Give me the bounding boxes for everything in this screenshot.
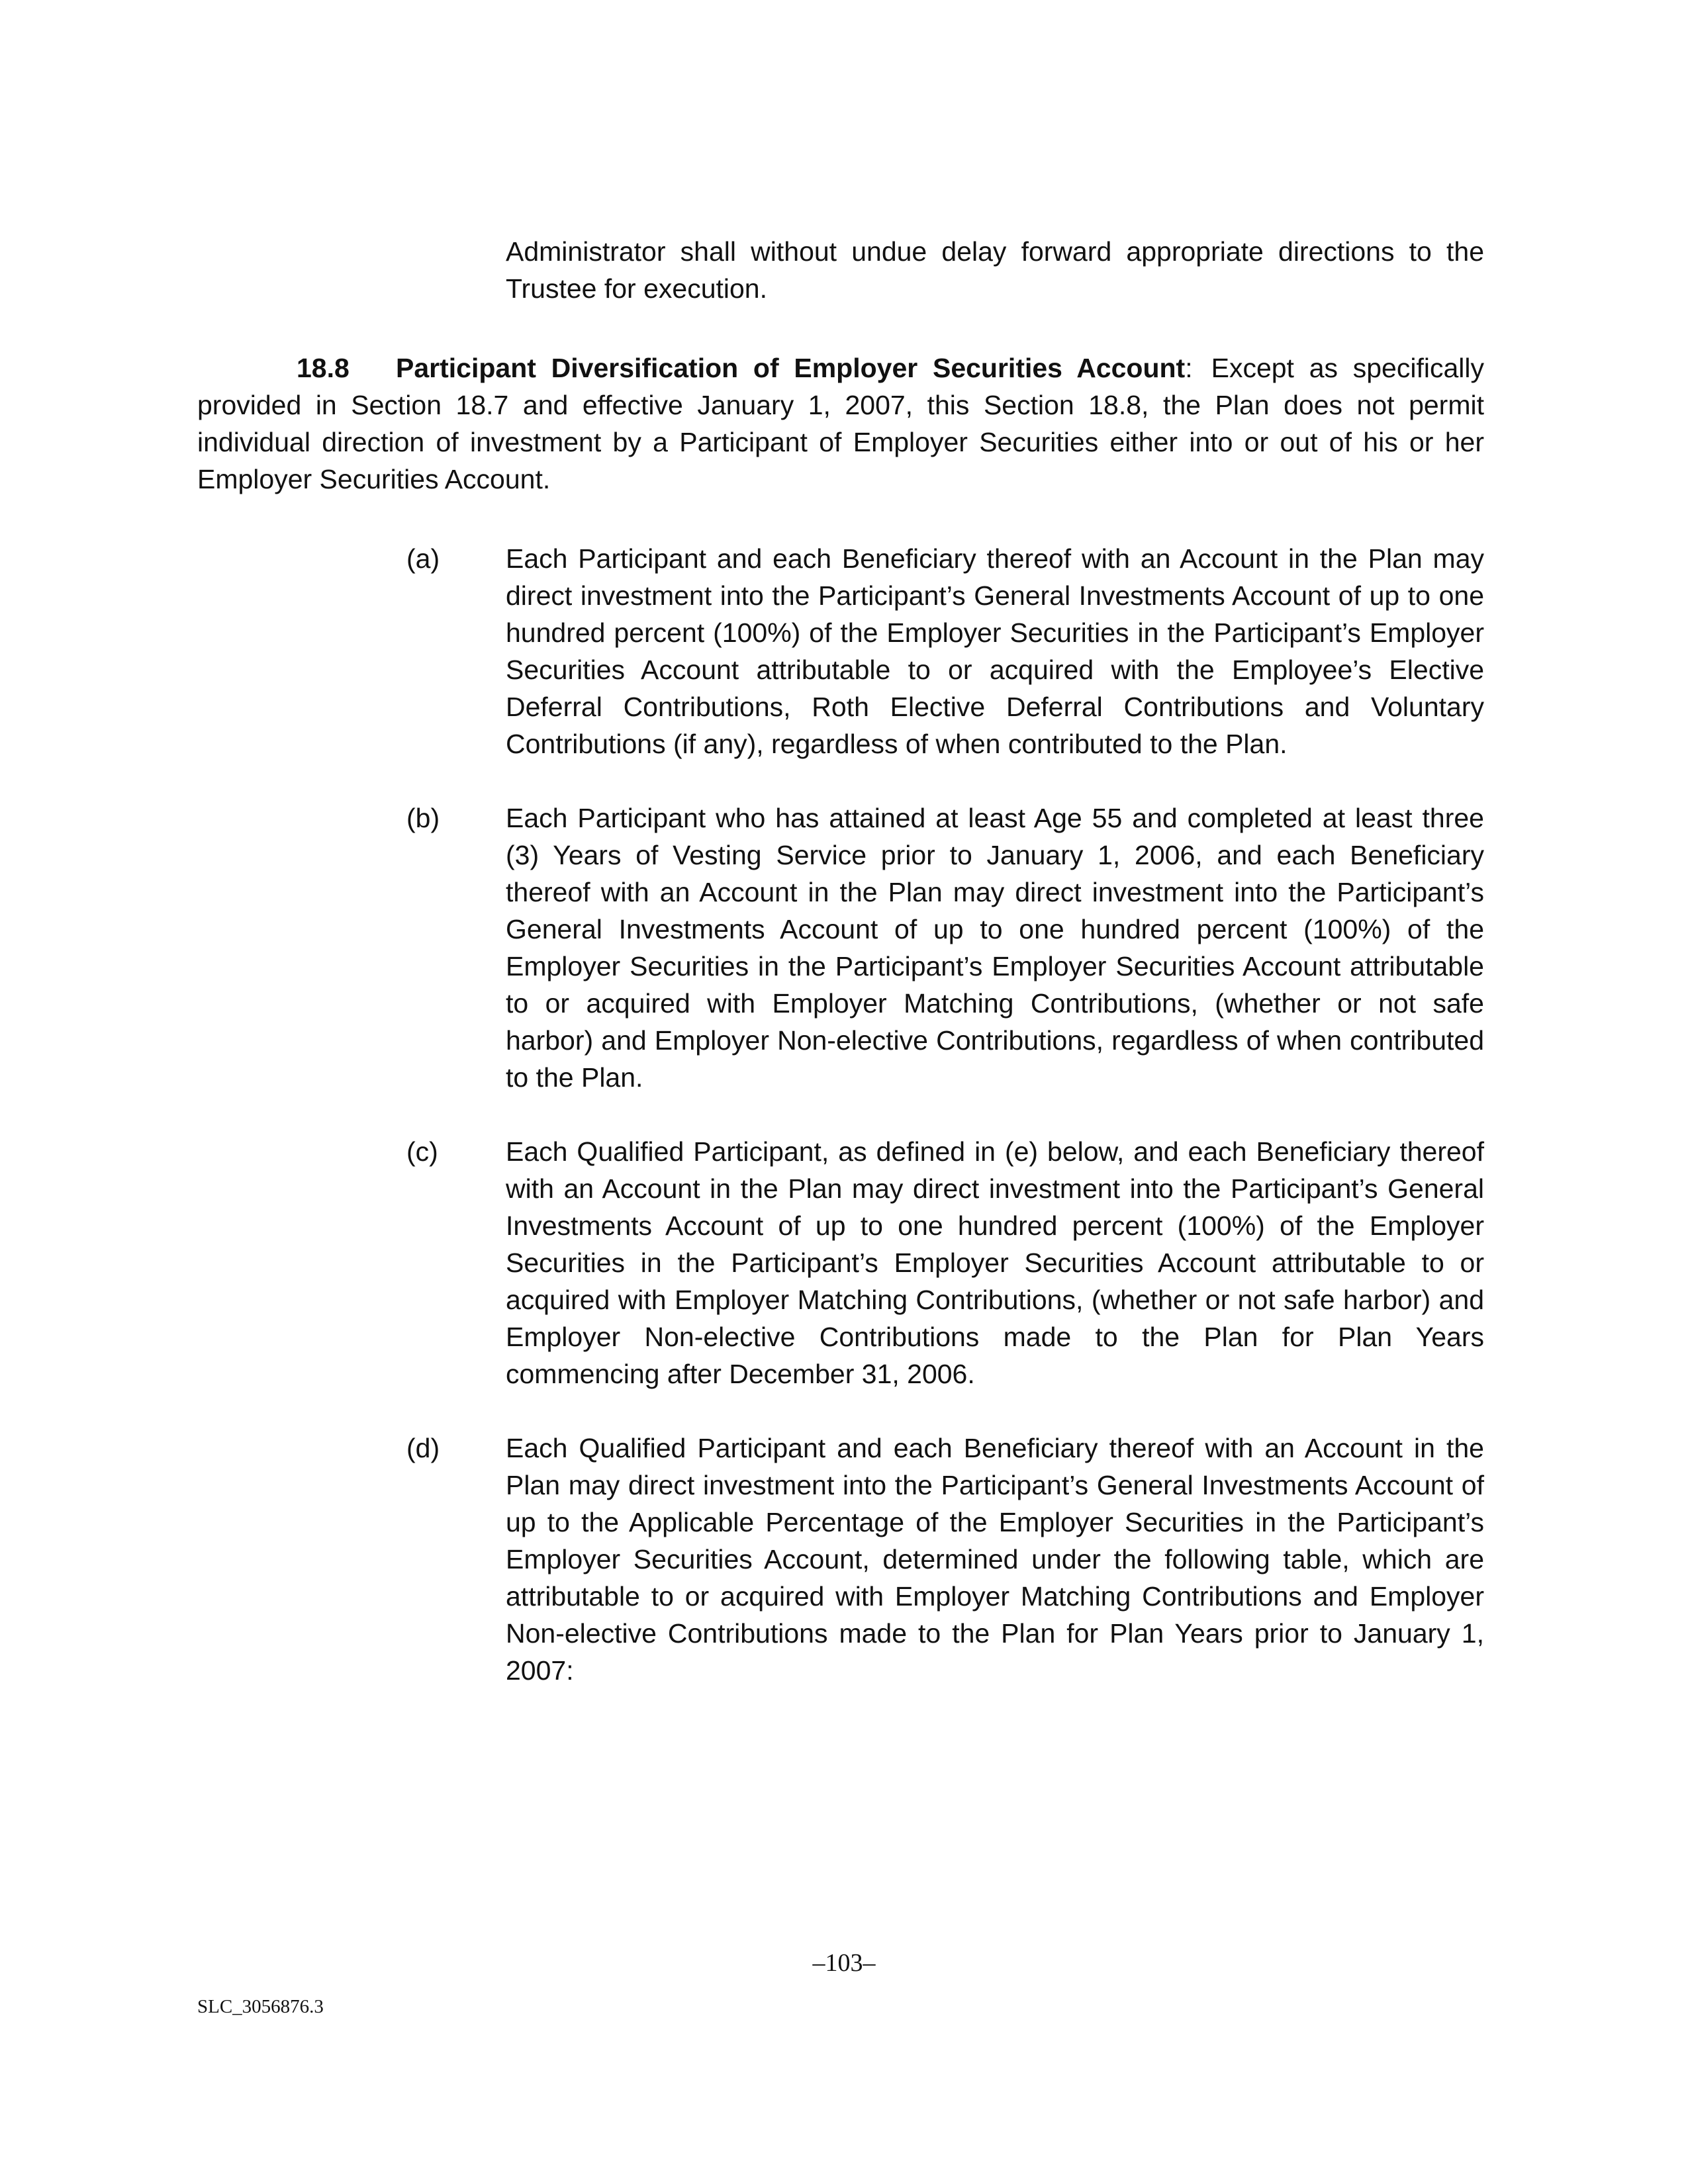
section-18-8-paragraph bbox=[197, 349, 1484, 498]
section-number: 18.8 bbox=[297, 353, 350, 383]
continuation-paragraph: Administrator shall without undue delay forward appropriate directions to the Trustee for execution. bbox=[506, 236, 1484, 304]
list-item-label: (a) bbox=[406, 543, 440, 574]
list-item-label: (b) bbox=[406, 803, 440, 833]
list-item-text: Each Participant and each Beneficiary thereof with an Account in the Plan may direct investment into the Participant’s General Investments Account of up to one hundred percent (100%) of the Employer Securities in the Participant’s Employer Securities Account attributable to or acquired with the Employee’s Elective Deferral Contributions, Roth Elective Deferral Contributions and Voluntary Contributions (if any), regardless of when contributed to the Plan. bbox=[506, 543, 1484, 759]
section-body: Except as specifically provided in Section 18.7 and effective January 1, 2007, this Section 18.8, the Plan does not permit individual direction of investment by a Participant of Employer Securities either into or out of his or her Employer Securities Account. bbox=[197, 353, 1484, 494]
section-title-colon: : bbox=[1185, 353, 1193, 383]
list-item-label: (d) bbox=[406, 1433, 440, 1463]
page-number: –103– bbox=[812, 1949, 876, 1977]
list-item-text: Each Qualified Participant, as defined in (e) below, and each Beneficiary thereof with an Account in the Plan may direct investment into the Participant’s General Investments Account of up to one hundred percent (100%) of the Employer Securities in the Participant’s Employer Securities Account attributable to or acquired with Employer Matching Contributions, (whether or not safe harbor) and Employer Non-elective Contributions made to the Plan for Plan Years commencing after December 31, 2006. bbox=[506, 1136, 1484, 1389]
document-id: SLC_3056876.3 bbox=[197, 1996, 324, 2017]
list-item-text: Each Participant who has attained at least Age 55 and completed at least three (3) Years of Vesting Service prior to January 1, 2006, and each Beneficiary thereof with an Account in the Plan may direct investment into the Participant’s General Investments Account of up to one hundred percent (100%) of the Employer Securities in the Participant’s Employer Securities Account attributable to or acquired with Employer Matching Contributions, (whether or not safe harbor) and Employer Non-elective Contributions, regardless of when contributed to the Plan. bbox=[506, 803, 1484, 1093]
section-title: Participant Diversification of Employer Securities Account bbox=[396, 353, 1186, 383]
list-item-label: (c) bbox=[406, 1136, 438, 1167]
list-item-text: Each Qualified Participant and each Beneficiary thereof with an Account in the Plan may direct investment into the Participant’s General Investments Account of up to the Applicable Percentage of the Employer Securities in the Participant’s Employer Securities Account, determined under the following table, which are attributable to or acquired with Employer Matching Contributions and Employer Non-elective Contributions made to the Plan for Plan Years prior to January 1, 2007: bbox=[506, 1433, 1484, 1686]
